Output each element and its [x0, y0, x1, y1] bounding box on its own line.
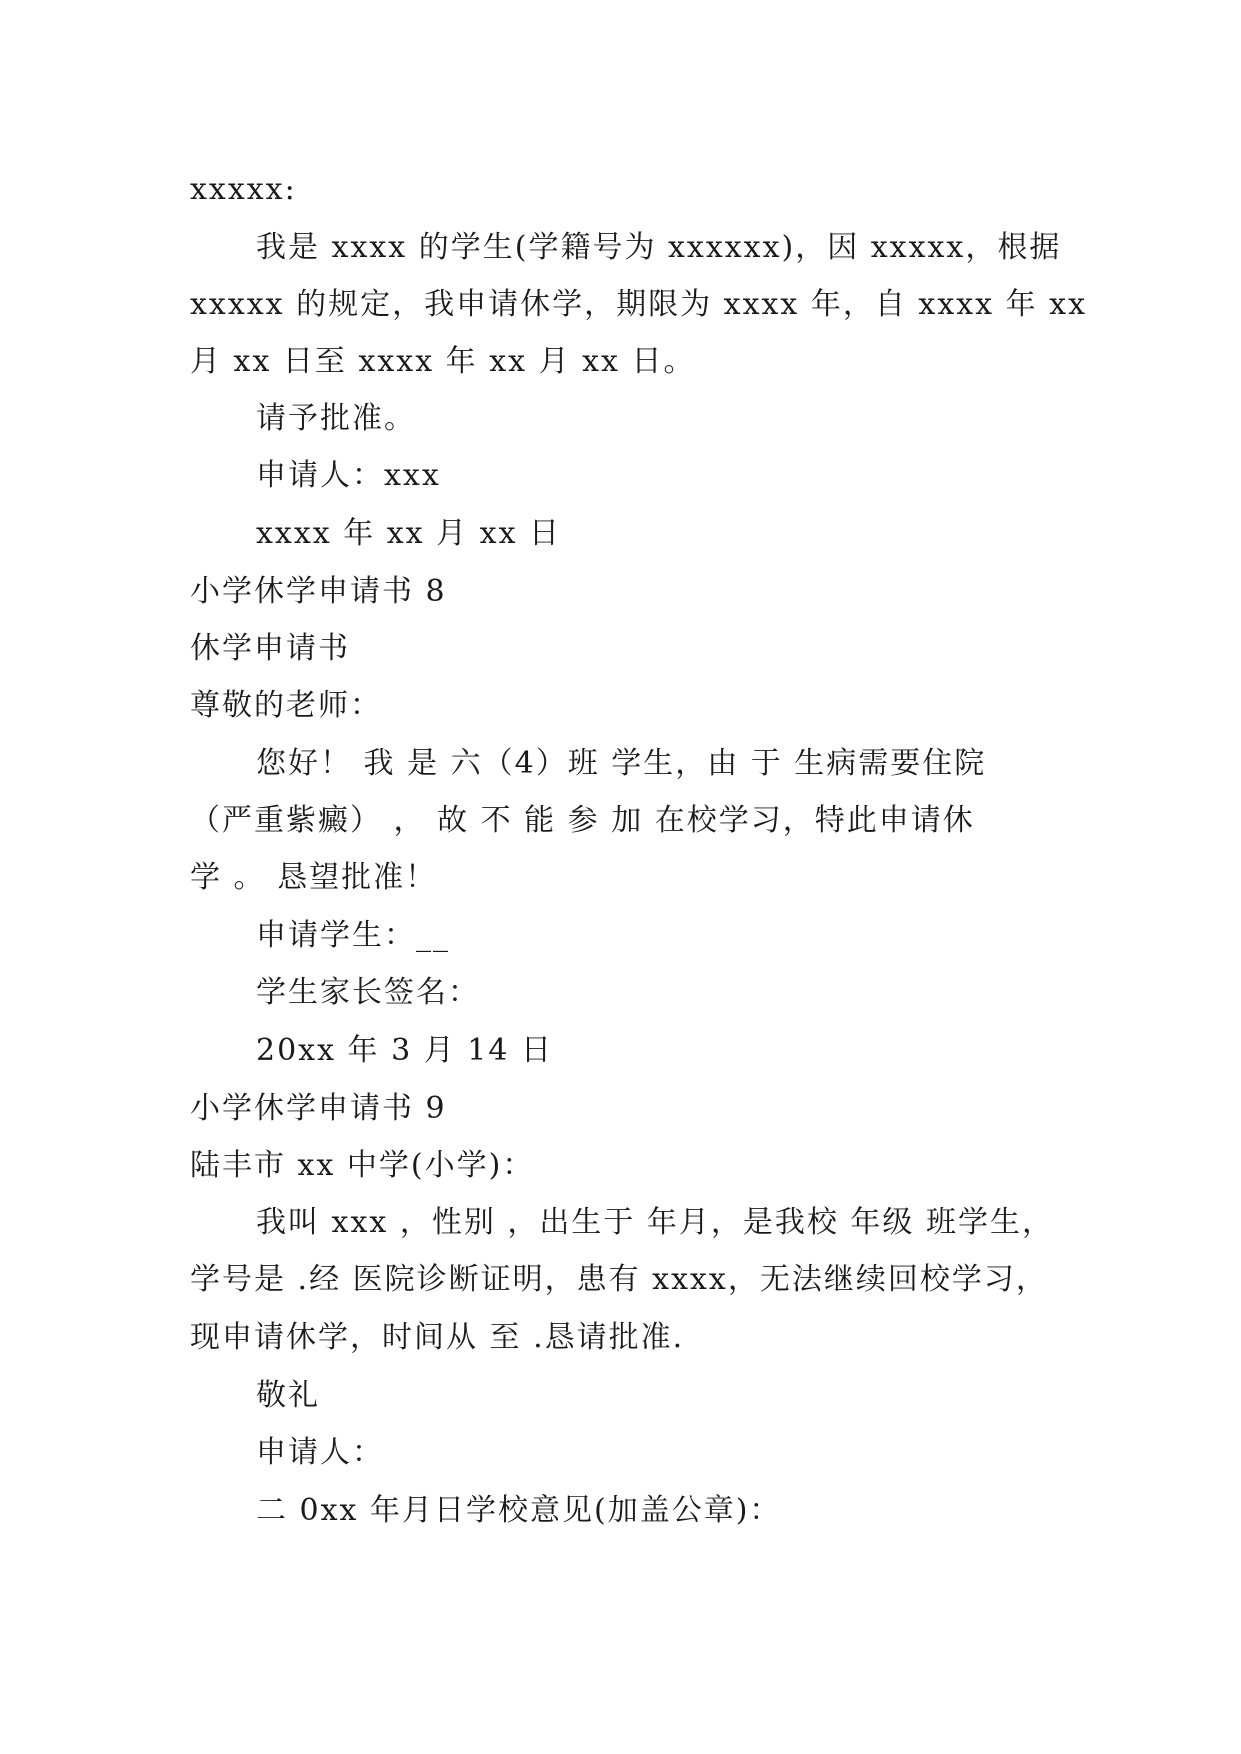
letter1-body-line: xxxxx 的规定，我申请休学，期限为 xxxx 年，自 xxxx 年 xx	[190, 287, 1088, 322]
letter2-heading: 小学休学申请书 8	[190, 574, 447, 609]
letter3-body-line: 学号是 .经 医院诊断证明，患有 xxxx，无法继续回校学习，	[190, 1262, 1048, 1297]
letter3-closing: 敬礼	[256, 1378, 320, 1413]
letter1-body-line: 我是 xxxx 的学生(学籍号为 xxxxxx)，因 xxxxx，根据	[256, 230, 1062, 265]
letter1-date: xxxx 年 xx 月 xx 日	[256, 516, 562, 551]
letter2-salutation: 尊敬的老师：	[190, 688, 382, 723]
letter3-heading: 小学休学申请书 9	[190, 1091, 447, 1126]
letter2-body-line: 学 。 恳望批准！	[190, 860, 438, 895]
letter3-salutation: 陆丰市 xx 中学(小学)：	[190, 1148, 535, 1183]
letter2-parent-signature: 学生家长签名：	[256, 975, 480, 1010]
letter3-body-line: 我叫 xxx ，性别 ，出生于 年月，是我校 年级 班学生，	[256, 1205, 1054, 1240]
letter1-body-line: 月 xx 日至 xxxx 年 xx 月 xx 日。	[190, 344, 696, 379]
letter3-body-line: 现申请休学，时间从 至 .恳请批准.	[190, 1320, 685, 1355]
letter1-request: 请予批准。	[256, 401, 416, 436]
letter3-applicant: 申请人：	[256, 1435, 384, 1470]
letter2-date: 20xx 年 3 月 14 日	[256, 1033, 553, 1068]
letter1-applicant: 申请人：xxx	[256, 458, 441, 493]
letter2-student: 申请学生：__	[256, 918, 450, 953]
letter2-body-line: （严重紫癜） ， 故 不 能 参 加 在校学习，特此申请休	[190, 803, 975, 838]
letter2-body-line: 您好！ 我 是 六（4）班 学生，由 于 生病需要住院	[256, 746, 987, 781]
letter1-salutation: xxxxx:	[190, 172, 297, 207]
letter2-title: 休学申请书	[190, 631, 350, 666]
letter3-date-opinion: 二 0xx 年月日学校意见(加盖公章)：	[256, 1493, 782, 1528]
